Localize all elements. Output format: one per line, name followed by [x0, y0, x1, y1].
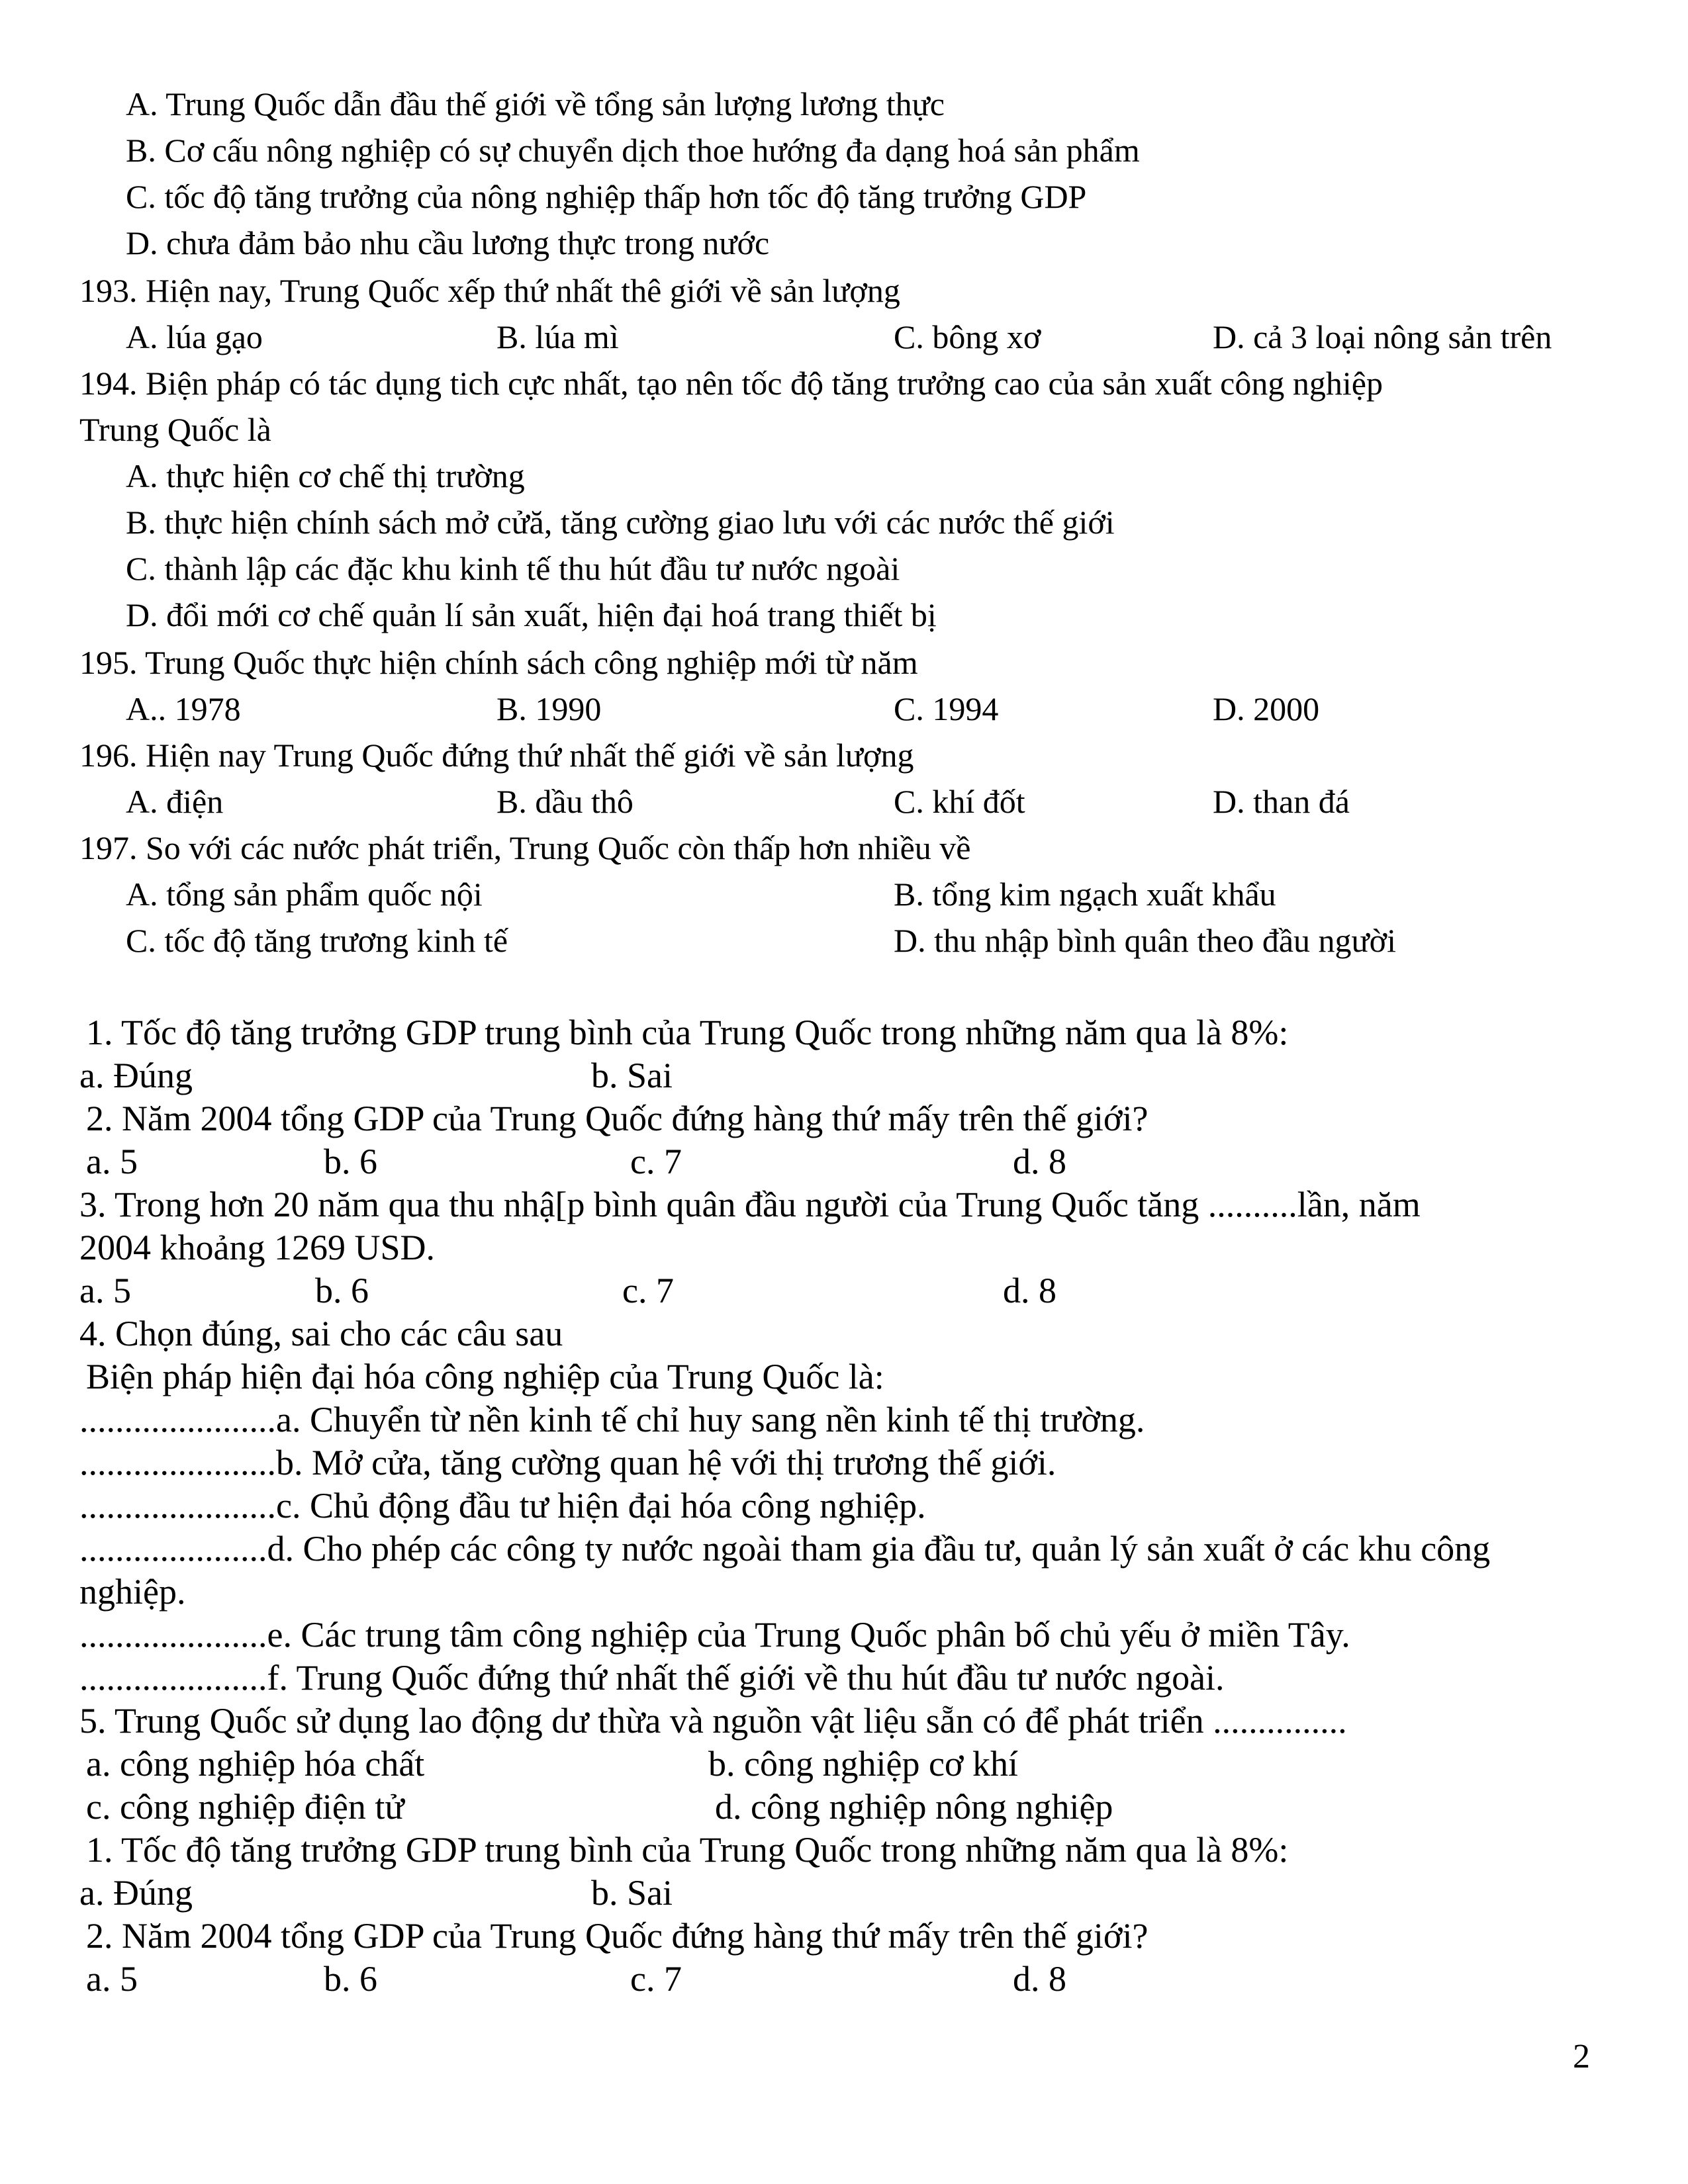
p2-q4-statement-a: ......................a. Chuyển từ nền kinh tế chỉ huy sang nền kinh tế thị trường. [79, 1400, 1145, 1439]
p2-q2-question: 2. Năm 2004 tổng GDP của Trung Quốc đứng hàng thứ mấy trên thế giới? [86, 1099, 1149, 1138]
q197-option-b: B. tổng kim ngạch xuất khẩu [894, 876, 1276, 913]
p2-q2-option-c: c. 7 [630, 1142, 682, 1181]
q192-option-d: D. chưa đảm bảo nhu cầu lương thực trong nước [126, 224, 770, 261]
p2-q3-option-a: a. 5 [79, 1271, 131, 1310]
q194-question-line2: Trung Quốc là [79, 411, 271, 448]
p2-q2-repeat-option-c: c. 7 [630, 1959, 682, 1999]
p2-q3-question-line2: 2004 khoảng 1269 USD. [79, 1228, 435, 1267]
p2-q2-repeat-question: 2. Năm 2004 tổng GDP của Trung Quốc đứng hàng thứ mấy trên thế giới? [86, 1916, 1149, 1956]
q194-option-d: D. đổi mới cơ chế quản lí sản xuất, hiện đại hoá trang thiết bị [126, 596, 937, 633]
q196-question: 196. Hiện nay Trung Quốc đứng thứ nhất thế giới về sản lượng [79, 737, 914, 774]
p2-q1-question: 1. Tốc độ tăng trưởng GDP trung bình của Trung Quốc trong những năm qua là 8%: [86, 1013, 1289, 1052]
p2-q2-option-a: a. 5 [86, 1142, 138, 1181]
p2-q3-option-d: d. 8 [1003, 1271, 1056, 1310]
p2-q5-option-d: d. công nghiệp nông nghiệp [715, 1787, 1113, 1827]
p2-q4-title: 4. Chọn đúng, sai cho các câu sau [79, 1314, 563, 1353]
p2-q4-statement-d-line2: nghiệp. [79, 1572, 186, 1612]
p2-q2-option-d: d. 8 [1013, 1142, 1066, 1181]
q197-option-d: D. thu nhập bình quân theo đầu người [894, 922, 1396, 959]
q195-option-d: D. 2000 [1213, 690, 1320, 727]
q195-option-b: B. 1990 [496, 690, 602, 727]
q196-option-b: B. dầu thô [496, 783, 633, 820]
p2-q3-question-line1: 3. Trong hơn 20 năm qua thu nhậ[p bình quân đầu người của Trung Quốc tăng ..........lần, năm [79, 1185, 1421, 1224]
p2-q2-option-b: b. 6 [324, 1142, 377, 1181]
q195-option-a: A.. 1978 [126, 690, 241, 727]
p2-q1-repeat-question: 1. Tốc độ tăng trưởng GDP trung bình của Trung Quốc trong những năm qua là 8%: [86, 1830, 1289, 1870]
q196-option-a: A. điện [126, 783, 224, 820]
p2-q4-statement-f: .....................f. Trung Quốc đứng thứ nhất thế giới về thu hút đầu tư nước ngoài. [79, 1658, 1225, 1698]
q195-option-c: C. 1994 [894, 690, 999, 727]
p2-q3-option-c: c. 7 [622, 1271, 674, 1310]
q196-option-d: D. than đá [1213, 783, 1350, 820]
q192-option-a: A. Trung Quốc dẫn đầu thế giới về tổng sản lượng lương thực [126, 85, 945, 122]
p2-q4-statement-d-line1: .....................d. Cho phép các công ty nước ngoài tham gia đầu tư, quản lý sản xuất ở các khu công [79, 1529, 1491, 1569]
q192-option-c: C. tốc độ tăng trưởng của nông nghiệp thấp hơn tốc độ tăng trưởng GDP [126, 178, 1087, 215]
q194-option-c: C. thành lập các đặc khu kinh tế thu hút đầu tư nước ngoài [126, 550, 900, 587]
p2-q5-option-a: a. công nghiệp hóa chất [86, 1744, 425, 1784]
p2-q4-statement-b: ......................b. Mở cửa, tăng cường quan hệ với thị trương thế giới. [79, 1443, 1056, 1482]
q193-option-d: D. cả 3 loại nông sản trên [1213, 318, 1552, 355]
q197-option-a: A. tổng sản phẩm quốc nội [126, 876, 483, 913]
q193-option-a: A. lúa gạo [126, 318, 263, 355]
p2-q2-repeat-option-b: b. 6 [324, 1959, 377, 1999]
q192-option-b: B. Cơ cấu nông nghiệp có sự chuyển dịch thoe hướng đa dạng hoá sản phẩm [126, 132, 1140, 169]
q194-question-line1: 194. Biện pháp có tác dụng tich cực nhất, tạo nên tốc độ tăng trưởng cao của sản xuất công nghiệp [79, 365, 1383, 402]
p2-q5-option-b: b. công nghiệp cơ khí [708, 1744, 1018, 1784]
q196-option-c: C. khí đốt [894, 783, 1025, 820]
q197-question: 197. So với các nước phát triển, Trung Quốc còn thấp hơn nhiều về [79, 829, 971, 866]
p2-q5-option-c: c. công nghiệp điện tử [86, 1787, 404, 1827]
p2-q4-statement-e: .....................e. Các trung tâm công nghiệp của Trung Quốc phân bố chủ yếu ở miền Tây. [79, 1615, 1350, 1655]
p2-q1-repeat-option-b: b. Sai [591, 1873, 673, 1913]
p2-q2-repeat-option-a: a. 5 [86, 1959, 138, 1999]
q193-question: 193. Hiện nay, Trung Quốc xếp thứ nhất thê giới về sản lượng [79, 272, 900, 309]
p2-q2-repeat-option-d: d. 8 [1013, 1959, 1066, 1999]
p2-q4-statement-c: ......................c. Chủ động đầu tư hiện đại hóa công nghiệp. [79, 1486, 926, 1525]
page-number: 2 [1573, 2038, 1590, 2075]
p2-q5-question: 5. Trung Quốc sử dụng lao động dư thừa và nguồn vật liệu sẵn có để phát triển ............... [79, 1701, 1347, 1741]
q197-option-c: C. tốc độ tăng trương kinh tế [126, 922, 508, 959]
q194-option-b: B. thực hiện chính sách mở cửă, tăng cường giao lưu với các nước thế giới [126, 504, 1115, 541]
p2-q1-option-b: b. Sai [591, 1056, 673, 1095]
p2-q4-stem: Biện pháp hiện đại hóa công nghiệp của Trung Quốc là: [86, 1357, 884, 1396]
q193-option-c: C. bông xơ [894, 318, 1041, 355]
p2-q1-repeat-option-a: a. Đúng [79, 1873, 193, 1913]
q194-option-a: A. thực hiện cơ chế thị trường [126, 457, 525, 494]
p2-q3-option-b: b. 6 [315, 1271, 369, 1310]
q195-question: 195. Trung Quốc thực hiện chính sách công nghiệp mới từ năm [79, 644, 918, 681]
p2-q1-option-a: a. Đúng [79, 1056, 193, 1095]
q193-option-b: B. lúa mì [496, 318, 619, 355]
